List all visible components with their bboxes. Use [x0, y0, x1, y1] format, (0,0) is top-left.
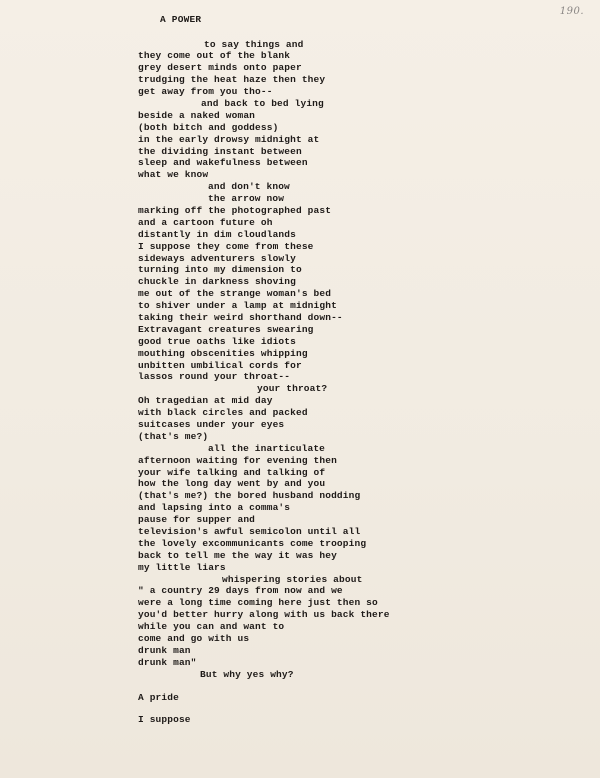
poem-line: in the early drowsy midnight at [138, 133, 320, 145]
poem-line: while you can and want to [138, 621, 285, 633]
poem-line: (that's me?) the bored husband nodding [138, 490, 361, 502]
poem-line: mouthing obscenities whipping [138, 347, 308, 359]
poem-line: and don't know [208, 181, 290, 193]
poem-line: whispering stories about [222, 573, 363, 585]
poem-line: (that's me?) [138, 430, 209, 442]
poem-line: trudging the heat haze then they [138, 74, 326, 86]
poem-line: to say things and [204, 38, 304, 50]
poem-line [138, 703, 390, 714]
poem-line: with black circles and packed [138, 407, 308, 419]
poem-line: I suppose [138, 714, 191, 726]
poem-line: suitcases under your eyes [138, 419, 285, 430]
poem-line: back to tell me the way it was hey [138, 549, 337, 561]
poem-line: beside a naked woman [138, 109, 256, 121]
poem-line: and back to bed lying [201, 97, 324, 109]
poem-line: come and go with us [138, 633, 250, 645]
poem-line: good true oaths like idiots [138, 335, 296, 347]
poem-line: Extravagant creatures swearing [138, 323, 314, 335]
poem-line: get away from you tho-- [138, 86, 273, 98]
poem-line: marking off the photographed past [138, 204, 332, 216]
poem-line: turning into my dimension to [138, 264, 302, 276]
poem-line: and lapsing into a comma's [138, 502, 291, 514]
poem-line: drunk man" [138, 656, 197, 668]
poem-line: unbitten umbilical cords for [138, 359, 302, 371]
page-number: 190. [559, 6, 584, 17]
poem-line: A pride [138, 691, 179, 703]
poem-line: me out of the strange woman's bed [138, 288, 332, 300]
poem-line: you'd better hurry along with us back there [138, 609, 390, 621]
poem-line: lassos round your throat-- [138, 371, 291, 383]
poem-line: were a long time coming here just then so [138, 597, 378, 609]
poem-line: and a cartoon future oh [138, 216, 273, 228]
poem-line: your throat? [257, 383, 328, 395]
poem-line: taking their weird shorthand down-- [138, 311, 343, 323]
poem-line: television's awful semicolon until all [138, 526, 361, 538]
poem-line: my little liars [138, 561, 226, 573]
poem-line: they come out of the blank [138, 50, 291, 62]
poem-line: pause for supper and [138, 514, 256, 526]
poem-line: what we know [138, 169, 209, 181]
poem-line: distantly in dim cloudlands [138, 228, 296, 240]
poem-line: But why yes why? [200, 668, 294, 680]
poem-title: A POWER [160, 14, 202, 25]
poem-line: grey desert minds onto paper [138, 62, 302, 74]
poem-line: the arrow now [208, 193, 285, 205]
poem-line: how the long day went by and you [138, 478, 326, 490]
poem-line: to shiver under a lamp at midnight [138, 300, 337, 312]
poem-line: " a country 29 days from now and we [138, 585, 343, 597]
poem-line: Oh tragedian at mid day [138, 395, 273, 407]
poem-line: sideways adventurers slowly [138, 252, 296, 264]
poem-line: drunk man [138, 644, 191, 656]
poem-body [138, 39, 390, 727]
poem-line [138, 681, 390, 692]
poem-line: sleep and wakefulness between [138, 157, 308, 169]
poem-line: the lovely excommunicants come trooping [138, 537, 367, 549]
poem-line: chuckle in darkness shoving [138, 276, 296, 288]
poem-line: the dividing instant between [138, 145, 302, 157]
poem-line: I suppose they come from these [138, 240, 314, 252]
poem-line: (both bitch and goddess) [138, 121, 279, 133]
poem-line: all the inarticulate [208, 442, 326, 454]
poem-line: your wife talking and talking of [138, 466, 326, 478]
poem-line: afternoon waiting for evening then [138, 454, 337, 466]
